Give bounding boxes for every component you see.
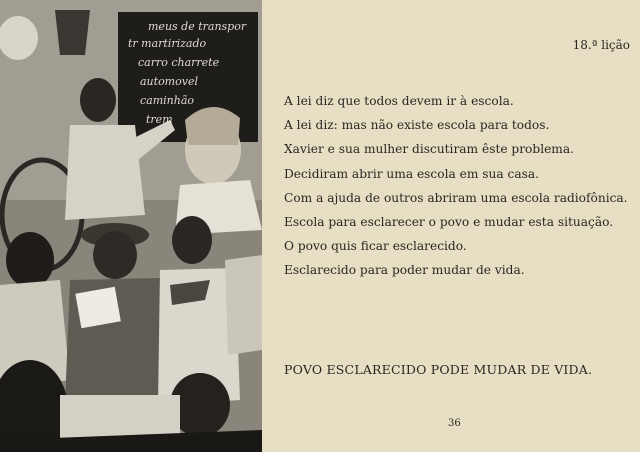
headline: POVO ESCLARECIDO PODE MUDAR DE VIDA. [284,362,593,377]
page-number: 36 [448,418,461,429]
classroom-photo [0,0,262,452]
blackboard-line: trem [146,113,173,126]
text-line: O povo quis ficar esclarecido. [284,239,467,254]
text-line: A lei diz: mas não existe escola para todos. [284,118,550,133]
blackboard-line: carro charrete [138,56,220,69]
text-line: Com a ajuda de outros abriram uma escola radiofônica. [284,190,628,205]
lesson-text [284,93,628,287]
text-line: A lei diz que todos devem ir à escola. [284,94,514,108]
blackboard-line: automovel [140,75,198,88]
blackboard-line: meus de transpor [148,20,247,33]
photo-icon [0,0,262,452]
blackboard-line: caminhão [140,94,195,107]
text-line: Xavier e sua mulher discutiram êste problema. [284,142,575,157]
lesson-number: 18.ª lição [572,38,630,52]
text-page [262,0,640,452]
text-line: Esclarecido para poder mudar de vida. [284,263,525,278]
text-line: Decidiram abrir uma escola em sua casa. [284,166,540,181]
blackboard-line: tr martirizado [128,37,207,50]
text-line: Escola para esclarecer o povo e mudar esta situação. [284,214,614,229]
